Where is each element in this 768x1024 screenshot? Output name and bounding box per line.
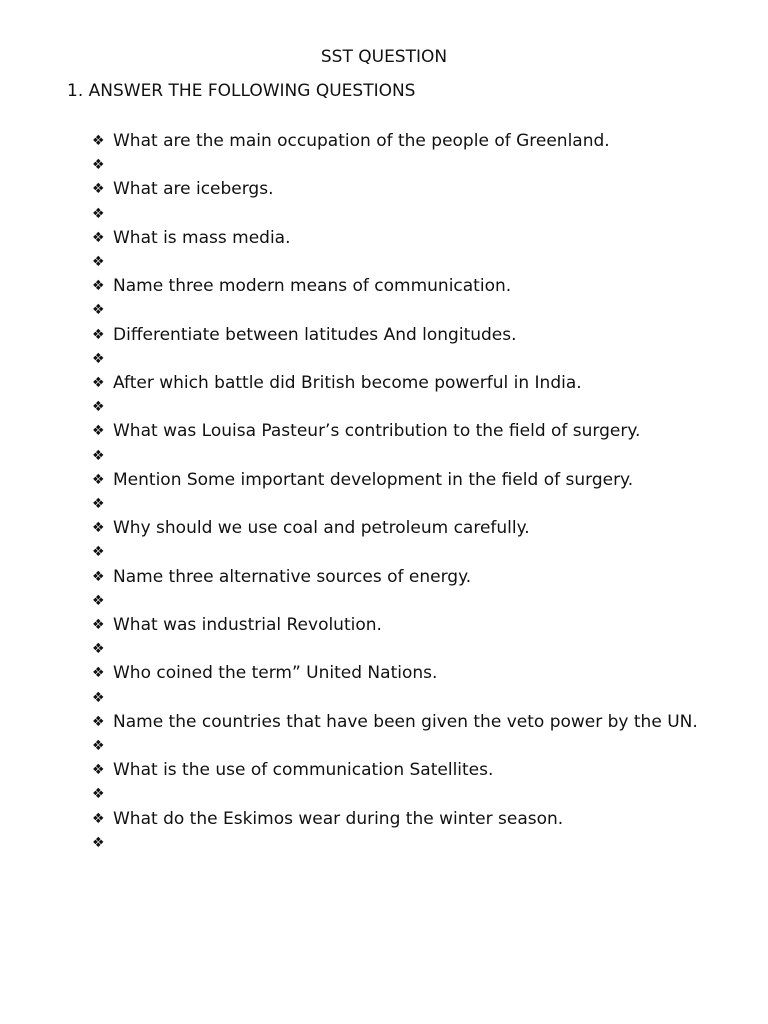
diamond-bullet-icon: ❖	[92, 471, 105, 488]
question-item	[92, 419, 702, 443]
blank-item	[92, 831, 702, 855]
question-text: Name the countries that have been given the veto power by the UN.	[113, 711, 698, 732]
question-text: Why should we use coal and petroleum carefully.	[113, 518, 530, 539]
diamond-bullet-icon: ❖	[92, 278, 105, 295]
question-text: Mention Some important development in the field of surgery.	[113, 469, 634, 490]
question-item	[92, 758, 702, 782]
section-heading: 1. ANSWER THE FOLLOWING QUESTIONS	[67, 81, 416, 101]
diamond-bullet-icon: ❖	[92, 205, 105, 222]
diamond-bullet-icon: ❖	[92, 375, 105, 392]
blank-item	[92, 782, 702, 806]
question-text: What are the main occupation of the people of Greenland.	[113, 131, 610, 151]
question-text: What was Louisa Pasteur’s contribution to the field of surgery.	[113, 421, 641, 442]
question-text: After which battle did British become powerful in India.	[113, 373, 582, 394]
diamond-bullet-icon: ❖	[92, 399, 105, 416]
diamond-bullet-icon: ❖	[92, 834, 105, 851]
diamond-bullet-icon: ❖	[92, 762, 105, 779]
question-item	[92, 710, 702, 734]
blank-item	[92, 589, 702, 613]
blank-item	[92, 395, 702, 419]
question-item	[92, 613, 702, 637]
blank-item	[92, 686, 702, 710]
diamond-bullet-icon: ❖	[92, 544, 105, 561]
diamond-bullet-icon: ❖	[92, 592, 105, 609]
diamond-bullet-icon: ❖	[92, 326, 105, 343]
diamond-bullet-icon: ❖	[92, 568, 105, 585]
diamond-bullet-icon: ❖	[92, 229, 105, 246]
question-item	[92, 129, 702, 153]
question-text: What are icebergs.	[113, 179, 274, 200]
diamond-bullet-icon: ❖	[92, 665, 105, 682]
blank-item	[92, 540, 702, 564]
diamond-bullet-icon: ❖	[92, 738, 105, 755]
question-item	[92, 323, 702, 347]
document-title: SST QUESTION	[320, 47, 448, 67]
diamond-bullet-icon: ❖	[92, 810, 105, 827]
question-item	[92, 661, 702, 685]
question-item	[92, 226, 702, 250]
question-item	[92, 274, 702, 298]
blank-item	[92, 153, 702, 177]
diamond-bullet-icon: ❖	[92, 350, 105, 367]
diamond-bullet-icon: ❖	[92, 713, 105, 730]
question-item	[92, 807, 702, 831]
question-text: What was industrial Revolution.	[113, 615, 382, 636]
question-text: What is the use of communication Satellites.	[113, 760, 494, 781]
question-text: What do the Eskimos wear during the winter season.	[113, 808, 564, 829]
blank-item	[92, 298, 702, 322]
question-item	[92, 371, 702, 395]
question-item	[92, 468, 702, 492]
question-list	[92, 129, 702, 855]
diamond-bullet-icon: ❖	[92, 302, 105, 319]
blank-item	[92, 347, 702, 371]
blank-item	[92, 444, 702, 468]
blank-item	[92, 734, 702, 758]
diamond-bullet-icon: ❖	[92, 689, 105, 706]
blank-item	[92, 492, 702, 516]
diamond-bullet-icon: ❖	[92, 133, 105, 149]
question-text: Differentiate between latitudes And longitudes.	[113, 324, 517, 345]
blank-item	[92, 637, 702, 661]
question-text: Name three alternative sources of energy.	[113, 566, 472, 587]
diamond-bullet-icon: ❖	[92, 641, 105, 658]
diamond-bullet-icon: ❖	[92, 423, 105, 440]
diamond-bullet-icon: ❖	[92, 496, 105, 513]
diamond-bullet-icon: ❖	[92, 447, 105, 464]
blank-item	[92, 250, 702, 274]
question-item	[92, 177, 702, 201]
diamond-bullet-icon: ❖	[92, 181, 105, 198]
diamond-bullet-icon: ❖	[92, 786, 105, 803]
question-text: Name three modern means of communication.	[113, 276, 512, 297]
question-text: What is mass media.	[113, 227, 291, 248]
diamond-bullet-icon: ❖	[92, 617, 105, 634]
question-item	[92, 565, 702, 589]
blank-item	[92, 202, 702, 226]
question-item	[92, 516, 702, 540]
diamond-bullet-icon: ❖	[92, 157, 105, 174]
diamond-bullet-icon: ❖	[92, 520, 105, 537]
question-text: Who coined the term” United Nations.	[113, 663, 438, 684]
diamond-bullet-icon: ❖	[92, 254, 105, 271]
